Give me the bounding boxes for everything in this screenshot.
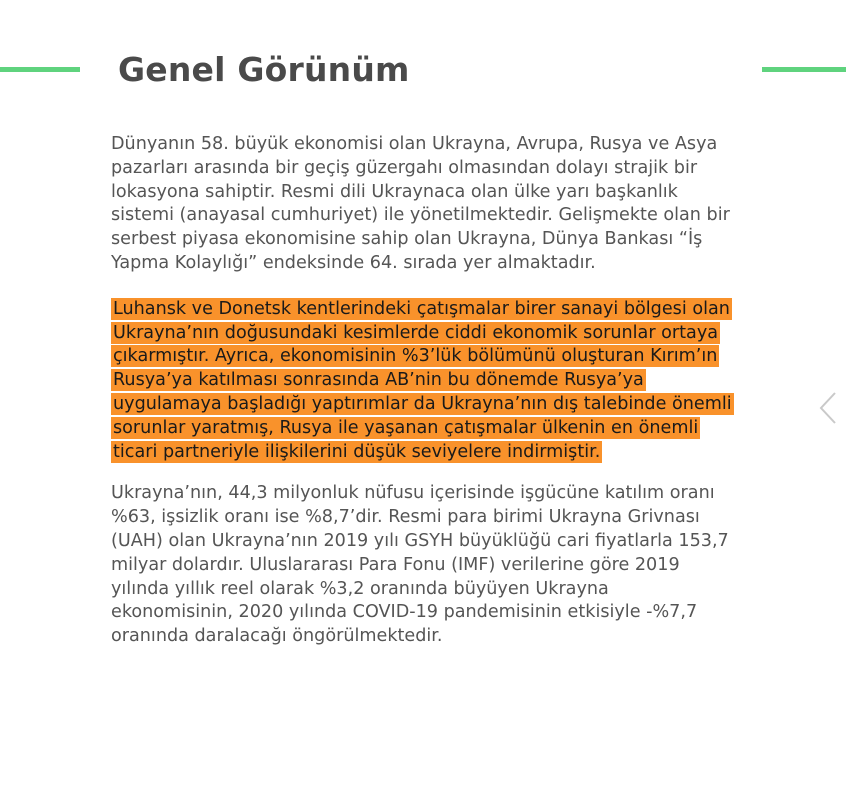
- paragraph-highlighted: [111, 298, 733, 465]
- highlighted-text: Luhansk ve Donetsk kentlerindeki çatışmalar birer sanayi bölgesi olan Ukrayna’nın doğusundaki kesimlerde ciddi ekonomik sorunlar ortaya çıkarmıştır. Ayrıca, ekonomisinin %3’lük bölümünü oluşturan Kırım’ın Rusya’ya katılması sonrasında AB’nin bu dönemde Rusya’ya uygulamaya başladığı yaptırımlar da Ukrayna’nın dış talebinde önemli sorunlar yaratmış, Rusya ile yaşanan çatışmalar ülkenin en önemli ticari partneriyle ilişkilerini düşük seviyelere indirmiştir.: [113, 298, 732, 462]
- chevron-left-icon: [815, 390, 845, 426]
- article-body: [111, 133, 733, 649]
- paragraph-economy-stats: Ukrayna’nın, 44,3 milyonluk nüfusu içerisinde işgücüne katılım oranı %63, işsizlik oranı ise %8,7’dir. Resmi para birimi Ukrayna Grivnası (UAH) olan Ukrayna’nın 2019 yılı GSYH büyüklüğü cari fiyatlarla 153,7 milyar dolardır. Uluslararası Para Fonu (IMF) verilerine göre 2019 yılında yıllık reel olarak %3,2 oranında büyüyen Ukrayna ekonomisinin, 2020 yılında COVID-19 pandemisinin etkisiyle -%7,7 oranında daralacağı öngörülmektedir.: [111, 483, 729, 647]
- accent-line-right: [762, 67, 846, 72]
- accent-line-left: [0, 67, 80, 72]
- previous-slide-button[interactable]: [815, 390, 845, 426]
- paragraph-overview: Dünyanın 58. büyük ekonomisi olan Ukrayna, Avrupa, Rusya ve Asya pazarları arasında bir geçiş güzergahı olmasından dolayı strajik bir lokasyona sahiptir. Resmi dili Ukraynaca olan ülke yarı başkanlık sistemi (anayasal cumhuriyet) ile yönetilmektedir. Gelişmekte olan bir serbest piyasa ekonomisine sahip olan Ukrayna, Dünya Bankası “İş Yapma Kolaylığı” endeksinde 64. sırada yer almaktadır.: [111, 134, 730, 273]
- section-title: Genel Görünüm: [118, 50, 410, 89]
